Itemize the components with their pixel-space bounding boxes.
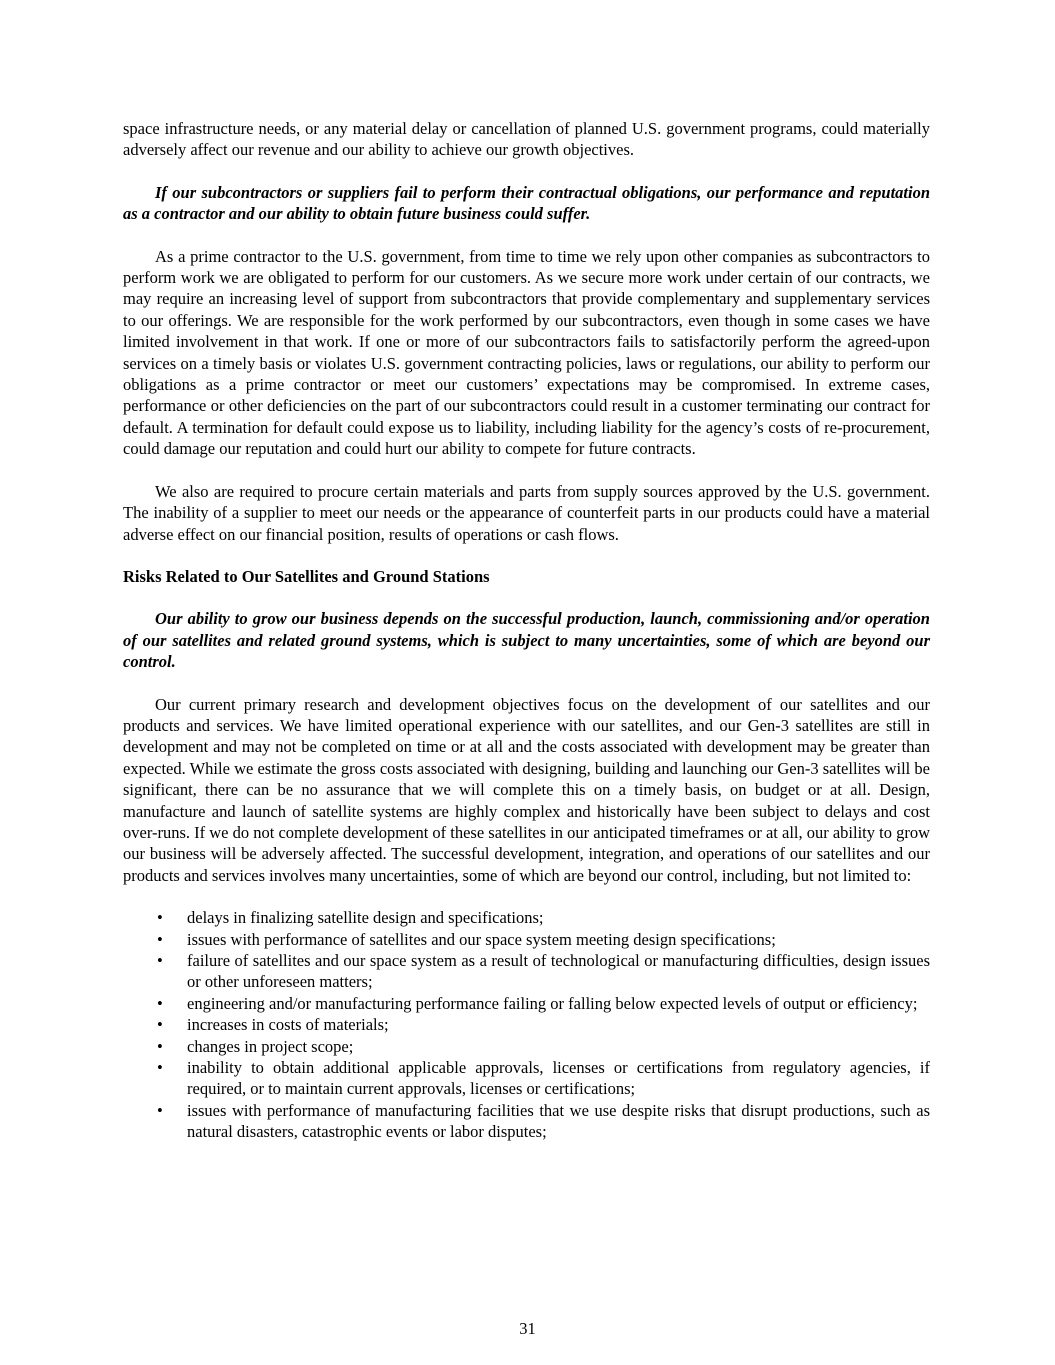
paragraph-intro-continuation: space infrastructure needs, or any material delay or cancellation of planned U.S. government programs, could materially adversely affect our revenue and our ability to achieve our growth objectives. [123, 119, 930, 160]
heading-ability-to-grow: Our ability to grow our business depends on the successful production, launch, commissioning and/or operation of our satellites and related ground systems, which is subject to many uncertainties, some of which are beyond our control. [123, 609, 930, 672]
page-content [123, 118, 930, 1164]
bullet-item-facilities: • issues with performance of manufacturing facilities that we use despite risks that disrupt productions, such as natural disasters, catastrophic events or labor disputes; [123, 1100, 930, 1143]
bullet-item-costs: • increases in costs of materials; [123, 1014, 930, 1035]
heading-subcontractors-risk: If our subcontractors or suppliers fail to perform their contractual obligations, our performance and reputation as a contractor and our ability to obtain future business could suffer. [123, 182, 930, 224]
paragraph-subcontractors: As a prime contractor to the U.S. government, from time to time we rely upon other companies as subcontractors to perform work we are obligated to perform for our customers. As we secure more work under certain of our contracts, we may require an increasing level of support from subcontractors that provide complementary and supplementary services to our offerings. We are responsible for the work performed by our subcontractors, even though in some cases we have limited involvement in that work. If one or more of our subcontractors fails to satisfactorily perform the agreed-upon services on a timely basis or violates U.S. government contracting policies, laws or regulations, our ability to perform our obligations as a prime contractor or meet our customers’ expectations may be compromised. In extreme cases, performance or other deficiencies on the part of our subcontractors could result in a customer terminating our contract for default. A termination for default could expose us to liability, including liability for the agency’s costs of re-procurement, could damage our reputation and could hurt our ability to compete for future contracts. [123, 246, 930, 459]
paragraph-procurement: We also are required to procure certain materials and parts from supply sources approved by the U.S. government. The inability of a supplier to meet our needs or the appearance of counterfeit parts in our products could have a material adverse effect on our financial position, results of operations or cash flows. [123, 481, 930, 544]
bullet-item-delays: • delays in finalizing satellite design and specifications; [123, 907, 930, 928]
bullet-item-performance: • issues with performance of satellites and our space system meeting design specifications; [123, 929, 930, 950]
bullet-item-approvals: • inability to obtain additional applicable approvals, licenses or certifications from regulatory agencies, if required, or to maintain current approvals, licenses or certifications; [123, 1057, 930, 1100]
bullet-item-engineering: • engineering and/or manufacturing performance failing or falling below expected levels of output or efficiency; [123, 993, 930, 1014]
risk-bullet-list [123, 907, 930, 1142]
bullet-item-failure: • failure of satellites and our space system as a result of technological or manufacturing difficulties, design issues or other unforeseen matters; [123, 950, 930, 993]
paragraph-development: Our current primary research and development objectives focus on the development of our satellites and our products and services. We have limited operational experience with our satellites, and our Gen-3 satellites are still in development and may not be completed on time or at all and the costs associated with development may be greater than expected. While we estimate the gross costs associated with designing, building and launching our Gen-3 satellites will be significant, there can be no assurance that we will complete this on a timely basis, on budget or at all. Design, manufacture and launch of satellite systems are highly complex and historically have been subject to delays and cost over-runs. If we do not complete development of these satellites in our anticipated timeframes or at all, our ability to grow our business will be adversely affected. The successful development, integration, and operations of our satellites and our products and services involves many uncertainties, some of which are beyond our control, including, but not limited to: [123, 694, 931, 885]
page-number: 31 [519, 1318, 536, 1338]
section-heading-satellites: Risks Related to Our Satellites and Ground Stations [123, 566, 490, 586]
bullet-item-scope: • changes in project scope; [123, 1036, 930, 1057]
